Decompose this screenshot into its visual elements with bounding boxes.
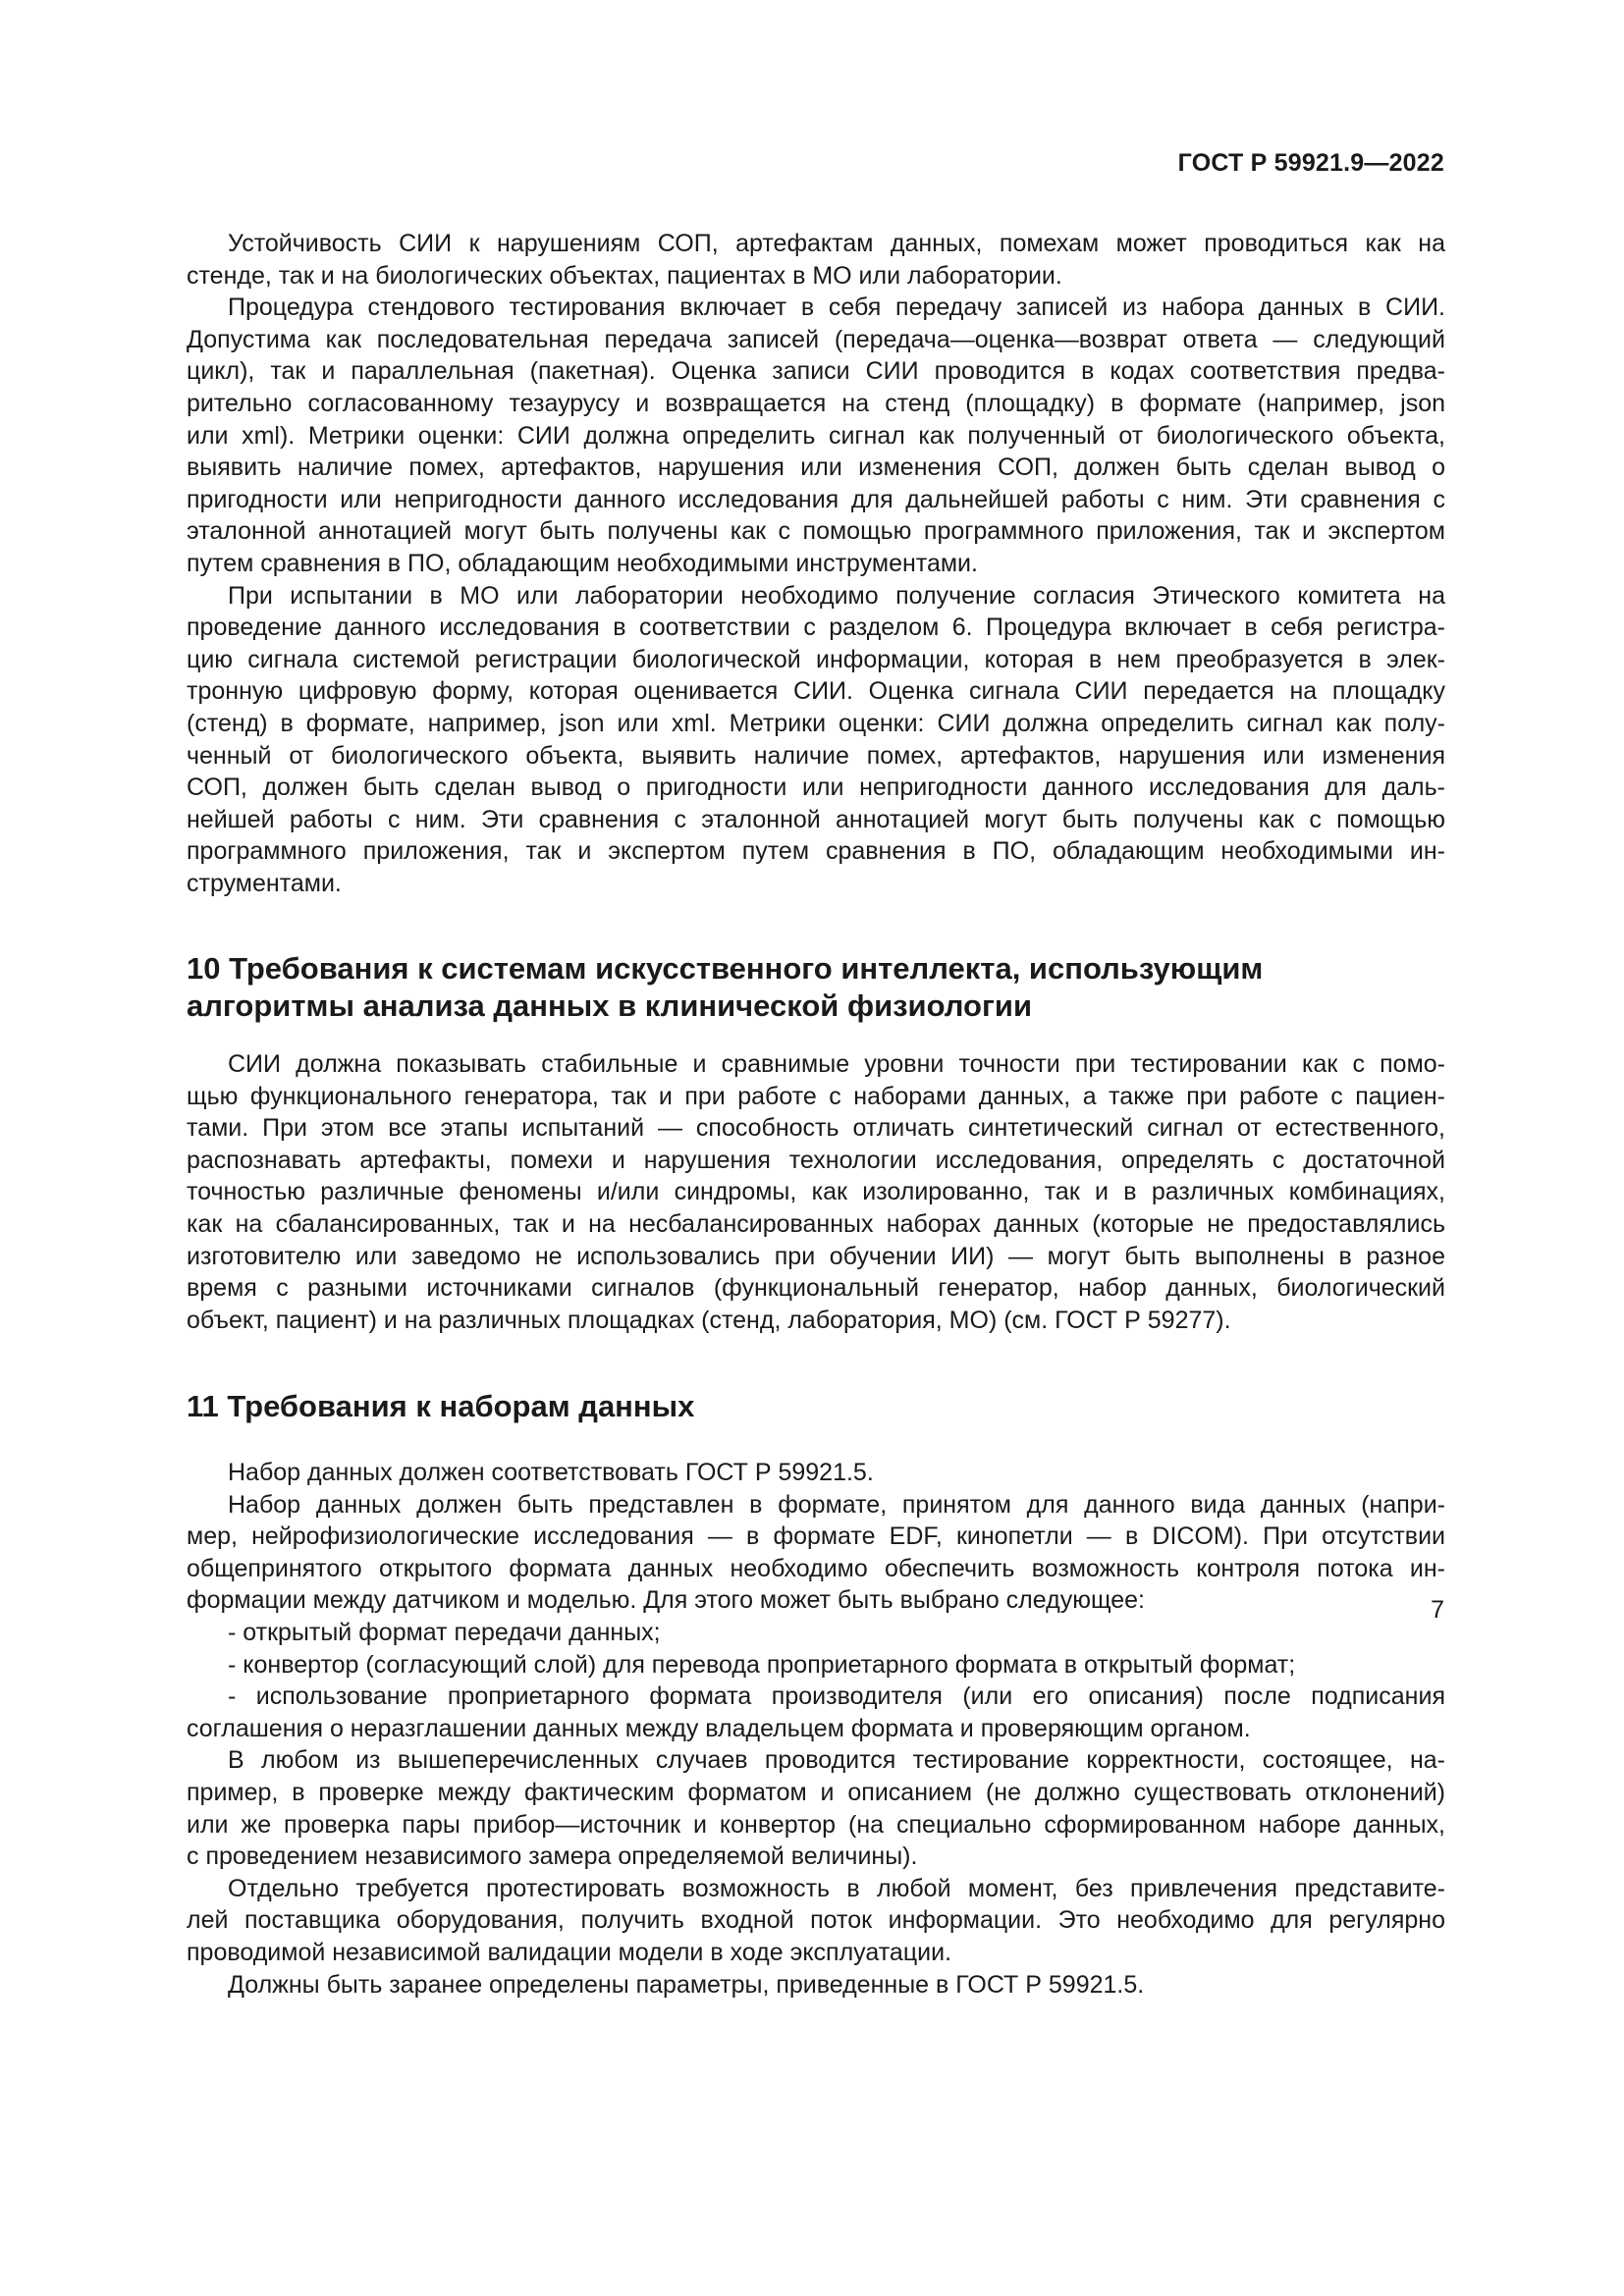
text-line: ченный от биологического объекта, выявить наличие помех, артефактов, нарушения или изменения: [187, 741, 1445, 770]
section-11-text-block: [187, 1457, 1445, 2001]
text-line: соглашения о неразглашении данных между владельцем формата и проверяющим органом.: [187, 1714, 1251, 1742]
text-line: Устойчивость СИИ к нарушениям СОП, артефактам данных, помехам может проводиться как на: [228, 230, 1445, 257]
section-10-heading: [187, 950, 1263, 1025]
text-line: эталонной аннотацией могут быть получены как с помощью программного приложения, так и экспертом: [187, 517, 1445, 546]
text-line: мер, нейрофизиологические исследования — в формате EDF, кинопетли — в DICOM). При отсутствии: [187, 1522, 1445, 1551]
text-line: - открытый формат передачи данных;: [228, 1618, 661, 1646]
text-line: изготовителю или заведомо не использовались при обучении ИИ) — могут быть выполнены в разное: [187, 1242, 1445, 1270]
text-line: Процедура стендового тестирования включает в себя передачу записей из набора данных в СИИ.: [228, 294, 1445, 322]
text-line: или же проверка пары прибор—источник и конвертор (на специально сформированном наборе данных,: [187, 1810, 1445, 1839]
section-10-text-block: [187, 1048, 1445, 1336]
section-11-heading: [187, 1388, 694, 1425]
text-line: СОП, должен быть сделан вывод о пригодности или непригодности данного исследования для даль-: [187, 774, 1445, 802]
intro-text-block: [187, 228, 1445, 899]
text-line: объект, пациент) и на различных площадках (стенд, лаборатория, МО) (см. ГОСТ Р 59277).: [187, 1306, 1231, 1334]
text-line: как на сбалансированных, так и на несбалансированных наборах данных (которые не предоставлялись: [187, 1209, 1445, 1238]
text-line: точностью различные феномены и/или синдромы, как изолированно, так и в различных комбинациях,: [187, 1178, 1445, 1206]
text-line: путем сравнения в ПО, обладающим необходимыми инструментами.: [187, 549, 978, 577]
text-line: пригодности или непригодности данного исследования для дальнейшей работы с ним. Эти сравнения с: [187, 485, 1445, 513]
text-line: цию сигнала системой регистрации биологической информации, которая в нем преобразуется в элек-: [187, 645, 1445, 673]
text-line: проводимой независимой валидации модели в ходе эксплуатации.: [187, 1938, 952, 1966]
text-line: Набор данных должен соответствовать ГОСТ Р 59921.5.: [228, 1459, 874, 1486]
text-line: выявить наличие помех, артефактов, нарушения или изменения СОП, должен быть сделан вывод о: [187, 454, 1445, 482]
text-line: - конвертор (согласующий слой) для перевода проприетарного формата в открытый формат;: [228, 1650, 1296, 1679]
section-10-title-line-2: алгоритмы анализа данных в клинической физиологии: [187, 988, 1033, 1023]
section-11-title: 11 Требования к наборам данных: [187, 1389, 695, 1423]
text-line: рительно согласованному тезаурусу и возвращается на стенд (площадку) в формате (например, json: [187, 389, 1445, 417]
text-line: формации между датчиком и моделью. Для этого может быть выбрано следующее:: [187, 1586, 1146, 1615]
text-line: общепринятого открытого формата данных необходимо обеспечить возможность контроля потока ин-: [187, 1554, 1445, 1582]
text-line: стенде, так и на биологических объектах, пациентах в МО или лаборатории.: [187, 261, 1062, 290]
text-line: Набор данных должен быть представлен в формате, принятом для данного вида данных (напри-: [228, 1490, 1445, 1519]
text-line: струментами.: [187, 869, 342, 897]
text-line: с проведением независимого замера определяемой величины).: [187, 1842, 918, 1871]
text-line: - использование проприетарного формата производителя (или его описания) после подписания: [228, 1682, 1445, 1711]
page-number: 7: [1431, 1596, 1444, 1624]
section-10-title-line-1: 10 Требования к системам искусственного интеллекта, использующим: [187, 951, 1264, 986]
text-line: Допустима как последовательная передача записей (передача—оценка—возврат ответа — следующий: [187, 325, 1445, 353]
text-line: При испытании в МО или лаборатории необходимо получение согласия Этического комитета на: [228, 581, 1445, 610]
text-line: Должны быть заранее определены параметры, приведенные в ГОСТ Р 59921.5.: [228, 1970, 1145, 1999]
text-line: проведение данного исследования в соответствии с разделом 6. Процедура включает в себя регистра-: [187, 614, 1445, 642]
text-line: распознавать артефакты, помехи и нарушения технологии исследования, определять с достаточной: [187, 1146, 1445, 1174]
text-line: тами. При этом все этапы испытаний — способность отличать синтетический сигнал от естественного,: [187, 1114, 1445, 1143]
text-line: В любом из вышеперечисленных случаев проводится тестирование корректности, состоящее, на-: [228, 1746, 1445, 1775]
text-line: тронную цифровую форму, которая оценивается СИИ. Оценка сигнала СИИ передается на площадку: [187, 677, 1445, 706]
text-line: Отдельно требуется протестировать возможность в любой момент, без привлечения представите-: [228, 1874, 1445, 1902]
text-line: цикл), так и параллельная (пакетная). Оценка записи СИИ проводится в кодах соответствия предва-: [187, 357, 1445, 386]
text-line: или xml). Метрики оценки: СИИ должна определить сигнал как полученный от биологического объекта,: [187, 421, 1445, 450]
text-line: лей поставщика оборудования, получить входной поток информации. Это необходимо для регулярно: [187, 1906, 1445, 1935]
text-line: щью функционального генератора, так и при работе с наборами данных, а также при работе с пациен-: [187, 1082, 1445, 1110]
text-line: СИИ должна показывать стабильные и сравнимые уровни точности при тестировании как с помо-: [228, 1050, 1445, 1078]
text-line: пример, в проверке между фактическим форматом и описанием (не должно существовать отклонений): [187, 1778, 1445, 1806]
document-code-header: ГОСТ Р 59921.9—2022: [1177, 149, 1444, 177]
text-line: нейшей работы с ним. Эти сравнения с эталонной аннотацией могут быть получены как с помощью: [187, 805, 1445, 833]
text-line: программного приложения, так и экспертом путем сравнения в ПО, обладающим необходимыми ин-: [187, 837, 1445, 866]
text-line: (стенд) в формате, например, json или xml. Метрики оценки: СИИ должна определить сигнал как полу-: [187, 709, 1445, 737]
text-line: время с разными источниками сигналов (функциональный генератор, набор данных, биологический: [187, 1274, 1445, 1303]
